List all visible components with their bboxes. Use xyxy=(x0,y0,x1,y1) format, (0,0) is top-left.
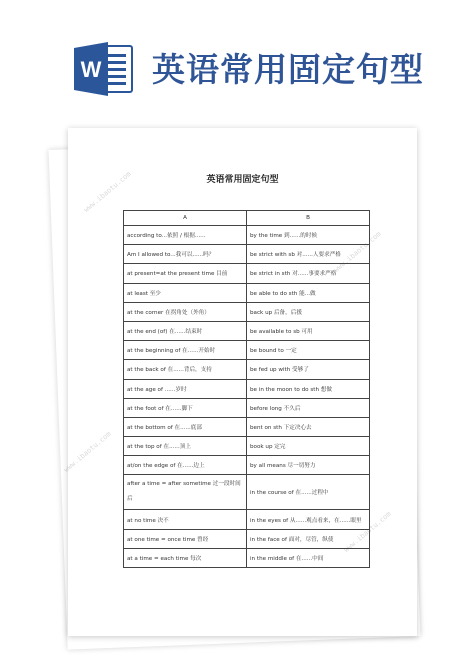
table-cell: at the end (of) 在......结束时 xyxy=(124,321,247,340)
document-title: 英语常用固定句型 xyxy=(206,175,279,185)
table-row xyxy=(124,226,370,245)
table-cell: according to...依照 / 根据...... xyxy=(124,226,247,245)
table-cell: at the beginning of 在......开始时 xyxy=(124,341,247,360)
table-cell: at present=at the present time 目前 xyxy=(124,264,247,283)
table-cell: at no time 决不 xyxy=(124,510,247,529)
page-title: 英语常用固定句型 xyxy=(152,50,424,89)
table-row xyxy=(124,379,370,398)
table-cell: back up 后备，后援 xyxy=(247,302,370,321)
table-cell: at the back of 在......背后，支持 xyxy=(124,360,247,379)
table-cell: in the middle of 在......中间 xyxy=(247,548,370,567)
table-cell: at the age of ......岁时 xyxy=(124,379,247,398)
table-cell: in the course of 在......过程中 xyxy=(247,475,370,510)
table-row xyxy=(124,302,370,321)
table-row xyxy=(124,475,370,510)
table-row xyxy=(124,245,370,264)
table-cell: at the top of 在......顶上 xyxy=(124,437,247,456)
watermark: www.ibaotu.com xyxy=(342,509,393,555)
table-row xyxy=(124,264,370,283)
phrase-table xyxy=(123,210,370,568)
header-banner xyxy=(0,0,474,128)
document-page xyxy=(62,128,417,636)
table-cell: be strict in sth 对......事要求严格 xyxy=(247,264,370,283)
watermark: www.ibaotu.com xyxy=(82,169,133,215)
watermark: www.ibaotu.com xyxy=(332,229,383,275)
table-cell: before long 不久后 xyxy=(247,398,370,417)
table-cell: at least 至少 xyxy=(124,283,247,302)
column-header-b: B xyxy=(247,211,370,226)
table-cell: by the time 到......的时候 xyxy=(247,226,370,245)
table-cell: at/on the edge of 在......边上 xyxy=(124,456,247,475)
table-cell: at one time = once time 曾经 xyxy=(124,529,247,548)
table-cell: after a time = after sometime 过一段时间后 xyxy=(124,475,247,510)
table-cell: bent on sth 下定决心去 xyxy=(247,417,370,436)
table-row xyxy=(124,360,370,379)
table-cell: Am I allowed to...我可以......吗？ xyxy=(124,245,247,264)
table-cell: at a time = each time 每次 xyxy=(124,548,247,567)
table-row xyxy=(124,529,370,548)
table-row xyxy=(124,437,370,456)
table-row xyxy=(124,417,370,436)
table-cell: be fed up with 受够了 xyxy=(247,360,370,379)
table-cell: be in the moon to do sth 想做 xyxy=(247,379,370,398)
table-cell: book up 定完 xyxy=(247,437,370,456)
table-cell: in the face of 面对，尽管，纵使 xyxy=(247,529,370,548)
table-cell: be bound to 一定 xyxy=(247,341,370,360)
table-cell: at the foot of 在......脚下 xyxy=(124,398,247,417)
watermark: www.ibaotu.com xyxy=(62,429,113,475)
table-row xyxy=(124,510,370,529)
table-row xyxy=(124,283,370,302)
table-cell: be able to do sth 能...做 xyxy=(247,283,370,302)
table-cell: be available to sb 可用 xyxy=(247,321,370,340)
table-cell: in the eyes of 从......观点看来，在......眼里 xyxy=(247,510,370,529)
table-row xyxy=(124,456,370,475)
table-row xyxy=(124,548,370,567)
table-row xyxy=(124,341,370,360)
table-row xyxy=(124,398,370,417)
word-logo-letter: W xyxy=(80,57,102,82)
word-icon xyxy=(74,40,134,98)
table-cell: by all means 尽一切努力 xyxy=(247,456,370,475)
column-header-a: A xyxy=(124,211,247,226)
table-cell: be strict with sb 对......人要求严格 xyxy=(247,245,370,264)
table-header-row xyxy=(124,211,370,226)
table-cell: at the corner 在拐角处（外角） xyxy=(124,302,247,321)
table-row xyxy=(124,321,370,340)
table-cell: at the bottom of 在......底部 xyxy=(124,417,247,436)
